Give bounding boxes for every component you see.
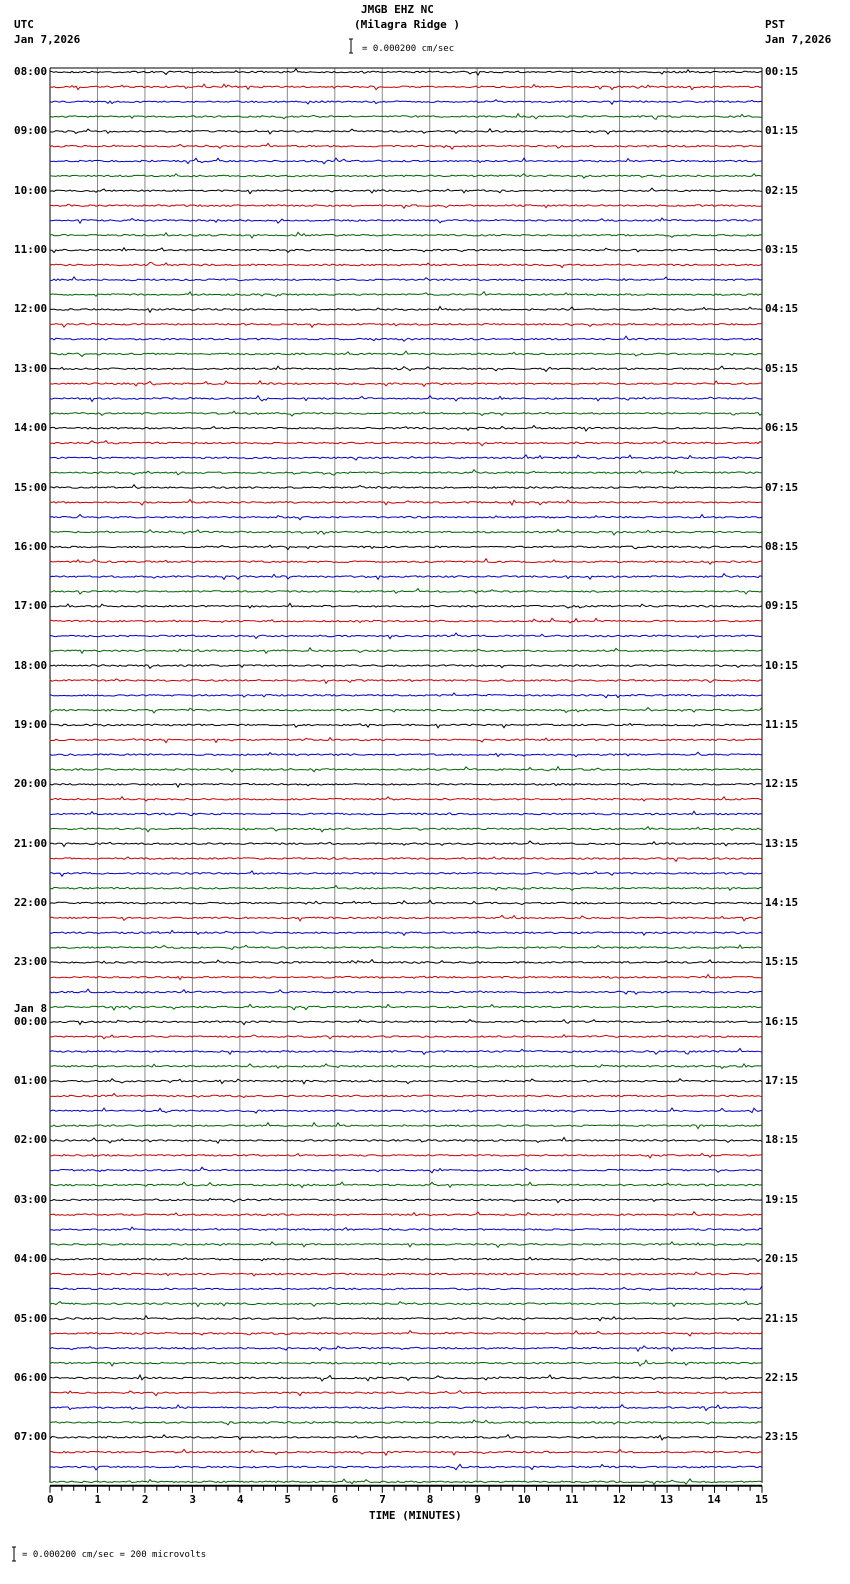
footer-scale-bar-icon [12,1547,16,1561]
x-tick-label: 10 [517,1492,531,1506]
seismic-trace [50,174,762,178]
utc-hour-label: 02:00 [14,1133,48,1147]
seismic-trace [50,381,762,387]
seismic-trace [50,1108,762,1113]
seismic-trace [50,989,762,994]
seismic-trace [50,1346,762,1351]
seismic-trace [50,455,762,460]
pst-hour-label: 05:15 [765,361,799,375]
seismic-trace [50,158,762,164]
pst-hour-label: 02:15 [765,183,799,197]
seismic-trace [50,307,762,313]
seismic-trace [50,262,762,267]
seismic-trace [50,218,762,223]
seismic-trace [50,1449,762,1455]
utc-hour-label: 03:00 [14,1192,48,1206]
seismic-trace [50,292,762,297]
seismic-trace [50,1301,762,1306]
utc-hour-label: 05:00 [14,1311,48,1325]
seismic-trace [50,1123,762,1129]
seismic-trace [50,411,762,416]
seismic-trace [50,1004,762,1010]
seismic-trace [50,1391,762,1396]
utc-date-change-label: Jan 8 [14,1001,48,1015]
seismic-trace [50,1035,762,1039]
seismic-trace [50,336,762,341]
utc-hour-label: 00:00 [14,1014,48,1028]
x-tick-label: 7 [379,1492,386,1506]
seismic-trace [50,1464,762,1470]
seismic-trace [50,69,762,75]
seismic-trace [50,945,762,950]
seismic-trace [50,603,762,608]
seismic-trace [50,797,762,801]
seismic-trace [50,188,762,194]
utc-hour-label: 01:00 [14,1074,48,1088]
pst-hour-label: 21:15 [765,1311,799,1325]
utc-hour-label: 22:00 [14,896,48,910]
pst-hour-label: 11:15 [765,717,799,731]
utc-hour-label: 08:00 [14,65,48,78]
utc-hour-label: 19:00 [14,717,48,731]
pst-hour-label: 13:15 [765,836,799,850]
pst-hour-label: 15:15 [765,955,799,969]
seismic-trace [50,545,762,549]
seismic-trace [50,351,762,356]
pst-hour-label: 14:15 [765,896,799,910]
footer-scale: = 0.000200 cm/sec = 200 microvolts [22,1550,207,1560]
x-tick-label: 15 [755,1492,769,1506]
pst-hour-label: 03:15 [765,243,799,257]
scale-label: = 0.000200 cm/sec [362,44,455,54]
x-tick-label: 4 [236,1492,244,1506]
utc-hour-label: 13:00 [14,361,48,375]
seismic-trace [50,1420,762,1425]
x-tick-label: 5 [284,1492,291,1506]
left-timezone: UTC [14,18,34,31]
pst-hour-label: 19:15 [765,1192,799,1206]
seismic-trace [50,738,762,743]
seismic-trace [50,1079,762,1084]
seismic-trace [50,530,762,535]
seismic-trace [50,665,762,669]
seismic-trace [50,915,762,921]
utc-hour-label: 18:00 [14,658,48,672]
pst-hour-label: 04:15 [765,302,799,316]
right-date: Jan 7,2026 [765,33,832,46]
utc-hour-label: 04:00 [14,1252,48,1266]
x-tick-label: 0 [47,1492,54,1506]
pst-hour-label: 06:15 [765,421,799,435]
seismic-trace [50,1198,762,1202]
right-timezone: PST [765,18,785,31]
utc-hour-label: 21:00 [14,836,48,850]
utc-hour-label: 11:00 [14,243,48,257]
seismic-trace [50,324,762,328]
seismic-trace [50,485,762,489]
seismic-trace [50,1286,762,1290]
seismic-trace [50,811,762,815]
seismic-trace [50,930,762,935]
seismic-trace [50,1360,762,1366]
seismic-trace [50,100,762,104]
x-axis-label: TIME (MINUTES) [369,1509,462,1522]
pst-hour-label: 23:15 [765,1430,799,1444]
utc-hour-label: 09:00 [14,124,48,138]
seismic-trace [50,1153,762,1158]
pst-hour-label: 09:15 [765,599,799,613]
seismic-trace [50,1435,762,1440]
seismic-trace [50,1212,762,1216]
seismic-trace [50,366,762,371]
utc-hour-label: 12:00 [14,302,48,316]
seismic-trace [50,248,762,253]
x-tick-label: 13 [660,1492,674,1506]
station-title: JMGB EHZ NC [361,3,434,16]
seismic-trace [50,1167,762,1173]
seismic-trace [50,515,762,520]
seismic-trace [50,500,762,506]
seismic-trace [50,857,762,862]
utc-hour-label: 20:00 [14,777,48,791]
seismic-trace [50,1138,762,1144]
utc-hour-label: 14:00 [14,421,48,435]
utc-hour-label: 15:00 [14,480,48,494]
seismic-trace [50,1272,762,1276]
x-tick-label: 3 [189,1492,197,1506]
seismic-trace [50,841,762,847]
station-location: (Milagra Ridge ) [354,18,460,31]
pst-hour-label: 22:15 [765,1370,799,1384]
utc-hour-label: 23:00 [14,955,48,969]
seismic-trace [50,1316,762,1321]
pst-hour-label: 08:15 [765,539,799,553]
seismic-trace [50,396,762,402]
pst-hour-label: 18:15 [765,1133,799,1147]
seismic-trace [50,589,762,594]
x-tick-label: 6 [331,1492,339,1506]
pst-hour-label: 10:15 [765,658,799,672]
seismic-trace [50,470,762,475]
seismic-trace [50,143,762,149]
seismic-trace [50,752,762,757]
pst-hour-label: 16:15 [765,1014,799,1028]
seismic-trace [50,1182,762,1188]
seismic-trace [50,574,762,580]
utc-hour-label: 06:00 [14,1370,48,1384]
left-date: Jan 7,2026 [14,33,81,46]
seismic-trace [50,426,762,432]
pst-hour-label: 07:15 [765,480,799,494]
utc-hour-label: 07:00 [14,1430,48,1444]
seismic-trace [50,679,762,683]
seismic-trace [50,84,762,90]
seismic-trace [50,441,762,446]
seismic-trace [50,559,762,565]
seismic-trace [50,871,762,876]
seismic-trace [50,1049,762,1055]
pst-hour-label: 17:15 [765,1074,799,1088]
seismic-trace [50,708,762,713]
utc-hour-label: 10:00 [14,183,48,197]
x-tick-label: 8 [426,1492,434,1506]
scale-bar-icon [349,39,353,53]
utc-hour-label: 16:00 [14,539,48,553]
seismic-trace [50,960,762,964]
seismic-trace [50,1242,762,1247]
seismic-trace [50,1375,762,1381]
seismic-trace [50,723,762,727]
seismic-trace [50,129,762,134]
utc-hour-label: 17:00 [14,599,48,613]
seismic-trace [50,1257,762,1261]
seismic-trace [50,618,762,623]
seismic-trace [50,633,762,639]
seismic-trace [50,1479,762,1484]
pst-hour-label: 12:15 [765,777,799,791]
seismic-trace [50,1227,762,1230]
seismic-trace [50,827,762,832]
pst-hour-label: 01:15 [765,124,799,138]
pst-hour-label: 00:15 [765,65,799,78]
seismic-trace [50,975,762,980]
x-tick-label: 9 [474,1492,481,1506]
seismic-trace [50,693,762,698]
pst-hour-label: 20:15 [765,1252,799,1266]
seismic-trace [50,1020,762,1025]
seismic-trace [50,648,762,654]
seismic-trace [50,204,762,208]
x-tick-label: 2 [141,1492,149,1506]
x-tick-label: 14 [707,1492,721,1506]
seismic-trace [50,1093,762,1097]
seismic-trace [50,277,762,281]
seismic-trace [50,900,762,904]
seismic-trace [50,1064,762,1069]
seismic-trace [50,1331,762,1337]
seismic-trace [50,783,762,787]
x-tick-label: 1 [94,1492,102,1506]
seismic-trace [50,114,762,120]
seismic-trace [50,767,762,772]
x-tick-label: 12 [612,1492,626,1506]
seismic-trace [50,1405,762,1411]
x-tick-label: 11 [565,1492,579,1506]
seismic-trace [50,886,762,891]
seismic-trace [50,232,762,238]
